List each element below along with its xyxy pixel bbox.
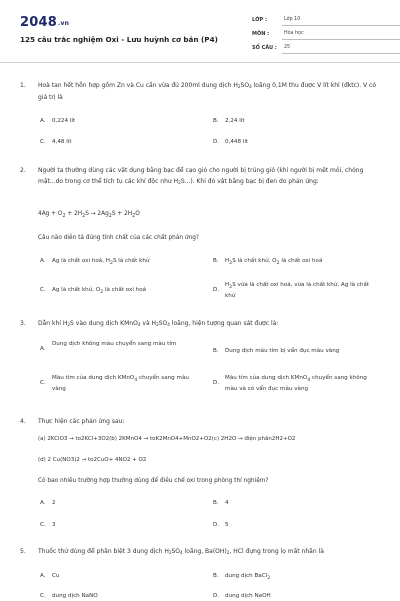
- option-text: $H_2S$ là chất khử, $O_2$ là chất oxi hoá: [225, 258, 323, 267]
- question-prompt: Có bao nhiêu trường hợp thường dùng để điều chế oxi trong phòng thí nghiệm?: [38, 478, 269, 484]
- question-text: Thực hiện các phản ứng sau:: [38, 418, 125, 425]
- question-number: 3.: [20, 320, 26, 327]
- logo-suffix: .vn: [57, 20, 70, 27]
- info-key: SỐ CÂU :: [252, 45, 277, 51]
- option-label: C.: [40, 287, 46, 293]
- option-text: dung dịch BaCl$_2$: [225, 573, 271, 582]
- option-text: 4,48 lít: [52, 139, 72, 145]
- option-label: C.: [40, 522, 46, 528]
- option-text: Cu: [52, 573, 60, 579]
- header-divider: [0, 62, 400, 63]
- option-label: A.: [40, 258, 46, 264]
- page-title: 125 câu trắc nghiệm Oxi - Lưu huỳnh cơ bản (P4): [20, 35, 218, 44]
- option-text: Dung dịch không màu chuyển sang màu tím: [52, 341, 177, 347]
- option-label: D.: [213, 287, 220, 293]
- option-label: B.: [213, 258, 219, 264]
- option-label: B.: [213, 348, 219, 354]
- option-text: 5: [225, 522, 229, 528]
- option-text: Dung dịch màu tím bị vẩn đục màu vàng: [225, 348, 340, 354]
- option-text: 0,224 lít: [52, 118, 76, 124]
- option-text: 0,448 lít: [225, 139, 249, 145]
- question-text: Người ta thường dùng các vật dụng bằng bạc để cạo gió cho người bị trúng gió (khi người bị mệt mỏi, chóng mặt...do trong cơ thể tích tụ các khí độc như $H_2S$...). Khi đó vật bằng bạc bị đen do phản ứng:: [38, 167, 364, 185]
- logo-main: 2048: [20, 15, 57, 30]
- option-label: B.: [213, 118, 219, 124]
- info-value: 25: [284, 45, 291, 50]
- option-label: B.: [213, 500, 219, 506]
- option-text: Ag là chất khử, $O_2$ là chất oxi hoá: [52, 287, 147, 296]
- info-underline: [282, 53, 400, 54]
- question-text: Dẫn khí $H_2S$ vào dung dịch KMnO$_4$ và $H_2SO_4$ loãng, hiện tượng quan sát được là:: [38, 320, 279, 327]
- question-number: 1.: [20, 82, 26, 89]
- info-value: Lớp 10: [284, 17, 301, 22]
- reaction-list-line-2: (d) 2 Cu(NO3)2 → to2CuO+ 4NO2 + O2: [38, 457, 147, 463]
- reaction-equation: $4Ag + O_2 + 2H_2S \to 2Ag_2S + 2H_2O$: [38, 211, 140, 220]
- question-number: 4.: [20, 418, 26, 425]
- reaction-list-line-1: (a) 2KClO3 → to2KCl+3O2(b) 2KMnO4 → toK2MnO4+MnO2+O2(c) 2H2O → điện phân2H2+O2: [38, 436, 296, 442]
- question-number: 5.: [20, 548, 26, 555]
- question-prompt: Câu nào diễn tả đúng tính chất của các chất phản ứng?: [38, 235, 200, 241]
- option-text: dung dịch NaOH: [225, 593, 271, 599]
- option-text: 4: [225, 500, 229, 506]
- option-text: 3: [52, 522, 56, 528]
- option-label: A.: [40, 346, 46, 352]
- option-text: Màu tím của dung dịch KMnO$_4$ chuyển sang không màu và có vẩn đục màu vàng: [225, 375, 367, 393]
- option-label: D.: [213, 522, 220, 528]
- option-text: $H_2S$ vừa là chất oxi hoá, vừa là chất khử, Ag là chất khử: [225, 282, 370, 300]
- question-text: Hoà tan hết hỗn hợp gồm Zn và Cu cần vừa đủ 200ml dung dịch $H_2SO_4$ loãng 0,1M thu được V lít khí (đktc). V có giá trị là: [38, 82, 377, 101]
- option-text: 2: [52, 500, 56, 506]
- option-label: C.: [40, 139, 46, 145]
- option-label: A.: [40, 500, 46, 506]
- info-underline: [282, 25, 400, 26]
- info-key: LỚP :: [252, 17, 267, 23]
- option-label: C.: [40, 593, 46, 599]
- option-label: A.: [40, 573, 46, 579]
- option-text: dung dịch NaNO: [52, 593, 98, 599]
- site-logo[interactable]: [20, 15, 69, 30]
- info-key: MÔN :: [252, 31, 270, 37]
- option-text: 2,24 lít: [225, 118, 245, 124]
- option-label: D.: [213, 593, 220, 599]
- option-label: B.: [213, 573, 219, 579]
- option-label: A.: [40, 118, 46, 124]
- option-text: Ag là chất oxi hoá, $H_2S$ là chất khử: [52, 258, 150, 267]
- option-label: C.: [40, 380, 46, 386]
- option-label: D.: [213, 139, 220, 145]
- info-underline: [282, 39, 400, 40]
- info-value: Hóa học: [284, 31, 304, 36]
- option-label: D.: [213, 380, 220, 386]
- question-number: 2.: [20, 167, 26, 174]
- option-text: Màu tím của dung dịch KMnO$_4$ chuyển sang màu vàng: [52, 375, 189, 393]
- question-text: Thuốc thử dùng để phân biệt 3 dung dịch $H_2SO_4$ loãng, $Ba(OH)_2$, HCl đựng trong lọ mất nhãn là: [38, 548, 324, 555]
